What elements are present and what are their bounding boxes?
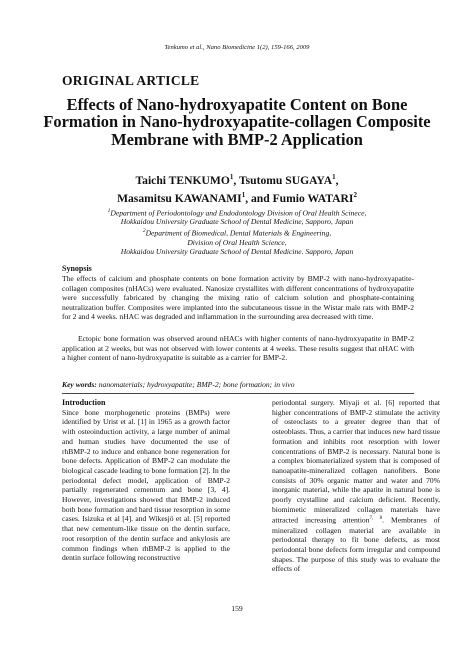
author-name: Taichi TENKUMO xyxy=(135,173,230,187)
affiliation-mark: 2 xyxy=(142,228,146,235)
author-list xyxy=(40,170,434,207)
affiliation-mark: 1 xyxy=(107,208,111,214)
intro-heading: Introduction xyxy=(62,398,106,407)
affiliations xyxy=(40,207,434,257)
article-type: ORIGINAL ARTICLE xyxy=(62,73,200,88)
affiliation-2-cont: Hokkaidou University Graduate School of Dental Medicine. Sapporo, Japan xyxy=(120,246,354,256)
citation-ref: 7, 8 xyxy=(369,516,383,522)
intro-paragraph-continued: periodontal surgery. Miyaji et al. [6] reported that higher concentrations of BMP-2 stimulate the activity of osteoclasts to a greater degree than that of osteoblasts. Thus, a carrier that induces new hard tissue formation and inhibits root resorption with lower concentrations of BMP-2 is necessary. Natural bone is a complex biomaterialized system that is composed of nanoapatite-mineralized collagen nanofibers. Bone consists of 30% organic matter and water and 70% inorganic material, while the apatite in natural bone is poorly crystalline and calcium deficient. Recently, biomimetic mineralized collagen materials have attracted increasing attention$^{7, 8}$. Membranes of mineralized collagen material are available in periodontal therapy to fit bone defects, as most periodontal bone defects form irregular and compound shapes. The purpose of this study was to evaluate the effects of xyxy=(272,398,440,574)
author-name: , and Fumio WATARI xyxy=(245,192,354,206)
affiliation-2-cont: Division of Oral Health Science, xyxy=(187,237,287,247)
author-name: , Tsutomu SUGAYA xyxy=(233,173,333,187)
affiliation-mark: 1 xyxy=(332,173,336,181)
keywords-text: nanomaterials; hydroxyapatite; BMP-2; bone formation; in vivo xyxy=(98,380,295,389)
author-line-1 xyxy=(40,170,434,188)
affiliation-mark: 1 xyxy=(229,173,234,181)
keywords-label: Key words: xyxy=(62,380,97,389)
author-separator: , xyxy=(335,173,339,187)
intro-paragraph: Since bone morphogenetic proteins (BMPs) were identified by Urist et al. [1] in 1965 as a growth factor with osteoinduction activity, a large number of animal and human studies have documented the use of rhBMP-2 to induce and enhance bone regeneration for bone defects. Application of BMP-2 can modulate the biological cascade leading to bone formation [2]. In the periodontal defect model, application of BMP-2 partially regenerated cementum and bone [3, 4]. However, investigations showed that BMP-2 induced both bone formation and hard tissue resorption in some cases. Isizuka et al [4]. and Wikesjö et al. [5] reported that new cementum-like tissue on the dentin surface, root resorption of the dentin surface and ankylosis are common findings when rhBMP-2 is applied to the dentin surface following reconstructive xyxy=(62,407,230,563)
synopsis-paragraph: Ectopic bone formation was observed around nHACs with higher contents of nano-hydroxyapatite in BMP-2 application at 2 weeks, but was not observed with lower contents at 4 weeks. These results suggest that nHAC with a higher content of nano-hydroxyapatite is suitable as a carrier for BMP-2. xyxy=(62,334,414,363)
affiliation-2: $^2$Department of Biomedical, Dental Materials & Engineering, xyxy=(142,228,332,238)
affiliation-1-cont: Hokkaidou University Graduate School of Dental Medicine, Sapporo, Japan xyxy=(120,217,354,227)
left-column xyxy=(62,398,230,563)
keywords xyxy=(62,380,414,390)
affiliation-mark: 1 xyxy=(241,191,246,200)
paper-title: Effects of Nano-hydroxyapatite Content on Bone Formation in Nano-hydroxyapatite-collagen Composite Membrane with BMP-2 Application xyxy=(43,95,431,149)
author-line-2 xyxy=(40,188,434,206)
synopsis-heading: Synopsis xyxy=(62,264,92,273)
affiliation-mark: 2 xyxy=(353,191,357,200)
affiliation-1: $^1$Department of Periodontology and Endodontology Division of Oral Health Scinece, xyxy=(107,208,367,218)
synopsis-paragraph: The effects of calcium and phosphate contents on bone formation activity by BMP-2 with nano-hydroxyapatite-collagen composites (nHACs) were evaluated. Nanosize crystallites with different concentrations of hydroxyapatite were successfully fabricated by changing the mixing ratio of calcium solution and phosphate-containing neutralization buffer. Composites were implanted into the subcutaneous tissue in the Wistar male rats with BMP-2 for 2 and 4 weeks. nHAC was degraded and inflammation in the surrounding area decreased with time. xyxy=(62,274,414,322)
right-column xyxy=(272,398,440,574)
running-head: Tenkumo et al., Nano Biomedicine 1(2), 159-166, 2009 xyxy=(164,44,310,51)
author-name: Masamitsu KAWANAMI xyxy=(117,192,242,206)
section-divider xyxy=(62,393,414,394)
page-number: 159 xyxy=(231,604,243,613)
